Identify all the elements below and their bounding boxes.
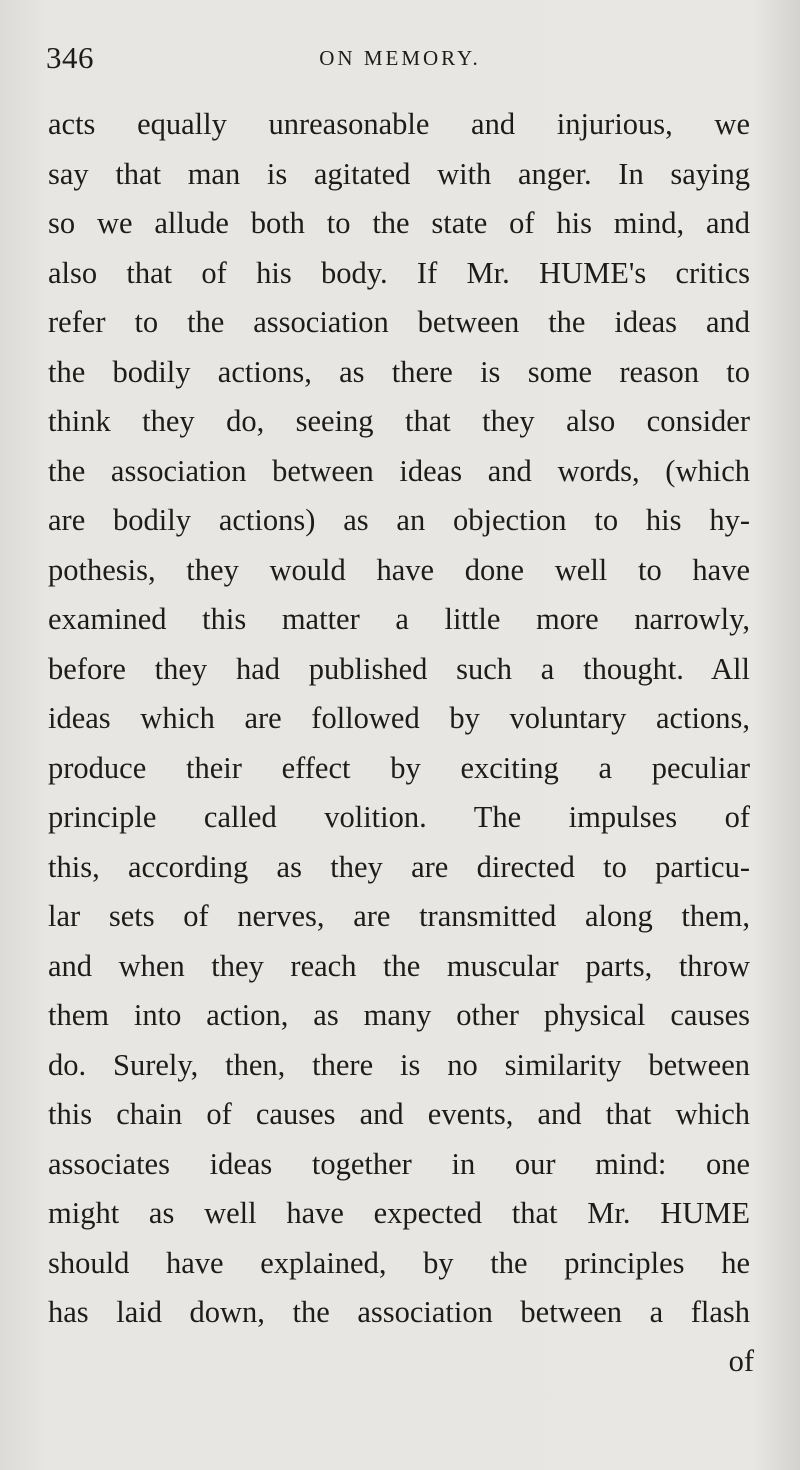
text-line: examined this matter a little more narrowly, bbox=[48, 602, 750, 636]
text-line: refer to the association between the ideas and bbox=[48, 305, 750, 339]
text-line: say that man is agitated with anger. In saying bbox=[48, 156, 750, 191]
text-line: this chain of causes and events, and that which bbox=[48, 1097, 750, 1131]
text-line: acts equally unreasonable and injurious, we bbox=[48, 107, 750, 141]
text-line: so we allude both to the state of his mind, and bbox=[48, 206, 750, 240]
text-line: has laid down, the association between a flash bbox=[48, 1295, 750, 1329]
running-head: ON MEMORY. bbox=[319, 46, 481, 70]
text-line: think they do, seeing that they also consider bbox=[48, 404, 750, 438]
text-line: associates ideas together in our mind: one bbox=[48, 1146, 750, 1181]
body-text bbox=[48, 100, 750, 1338]
text-line: do. Surely, then, there is no similarity between bbox=[48, 1047, 750, 1082]
text-line: the association between ideas and words, (which bbox=[48, 453, 750, 488]
text-line: and when they reach the muscular parts, throw bbox=[48, 948, 750, 983]
text-line: are bodily actions) as an objection to his hy- bbox=[48, 503, 750, 537]
text-line: should have explained, by the principles he bbox=[48, 1245, 750, 1280]
text-line: lar sets of nerves, are transmitted along them, bbox=[48, 899, 750, 933]
text-line: before they had published such a thought. All bbox=[48, 651, 750, 686]
text-line: also that of his body. If Mr. HUME's critics bbox=[48, 255, 750, 290]
text-line: produce their effect by exciting a peculiar bbox=[48, 750, 750, 785]
text-line: the bodily actions, as there is some reason to bbox=[48, 354, 750, 389]
text-line: principle called volition. The impulses of bbox=[48, 800, 750, 834]
text-line: might as well have expected that Mr. HUME bbox=[48, 1196, 750, 1230]
text-line: ideas which are followed by voluntary actions, bbox=[48, 701, 750, 735]
catchword: of bbox=[728, 1344, 754, 1378]
text-line: this, according as they are directed to particu- bbox=[48, 849, 750, 884]
page-number: 346 bbox=[46, 40, 94, 75]
text-line: them into action, as many other physical causes bbox=[48, 998, 750, 1032]
text-line: pothesis, they would have done well to have bbox=[48, 552, 750, 587]
